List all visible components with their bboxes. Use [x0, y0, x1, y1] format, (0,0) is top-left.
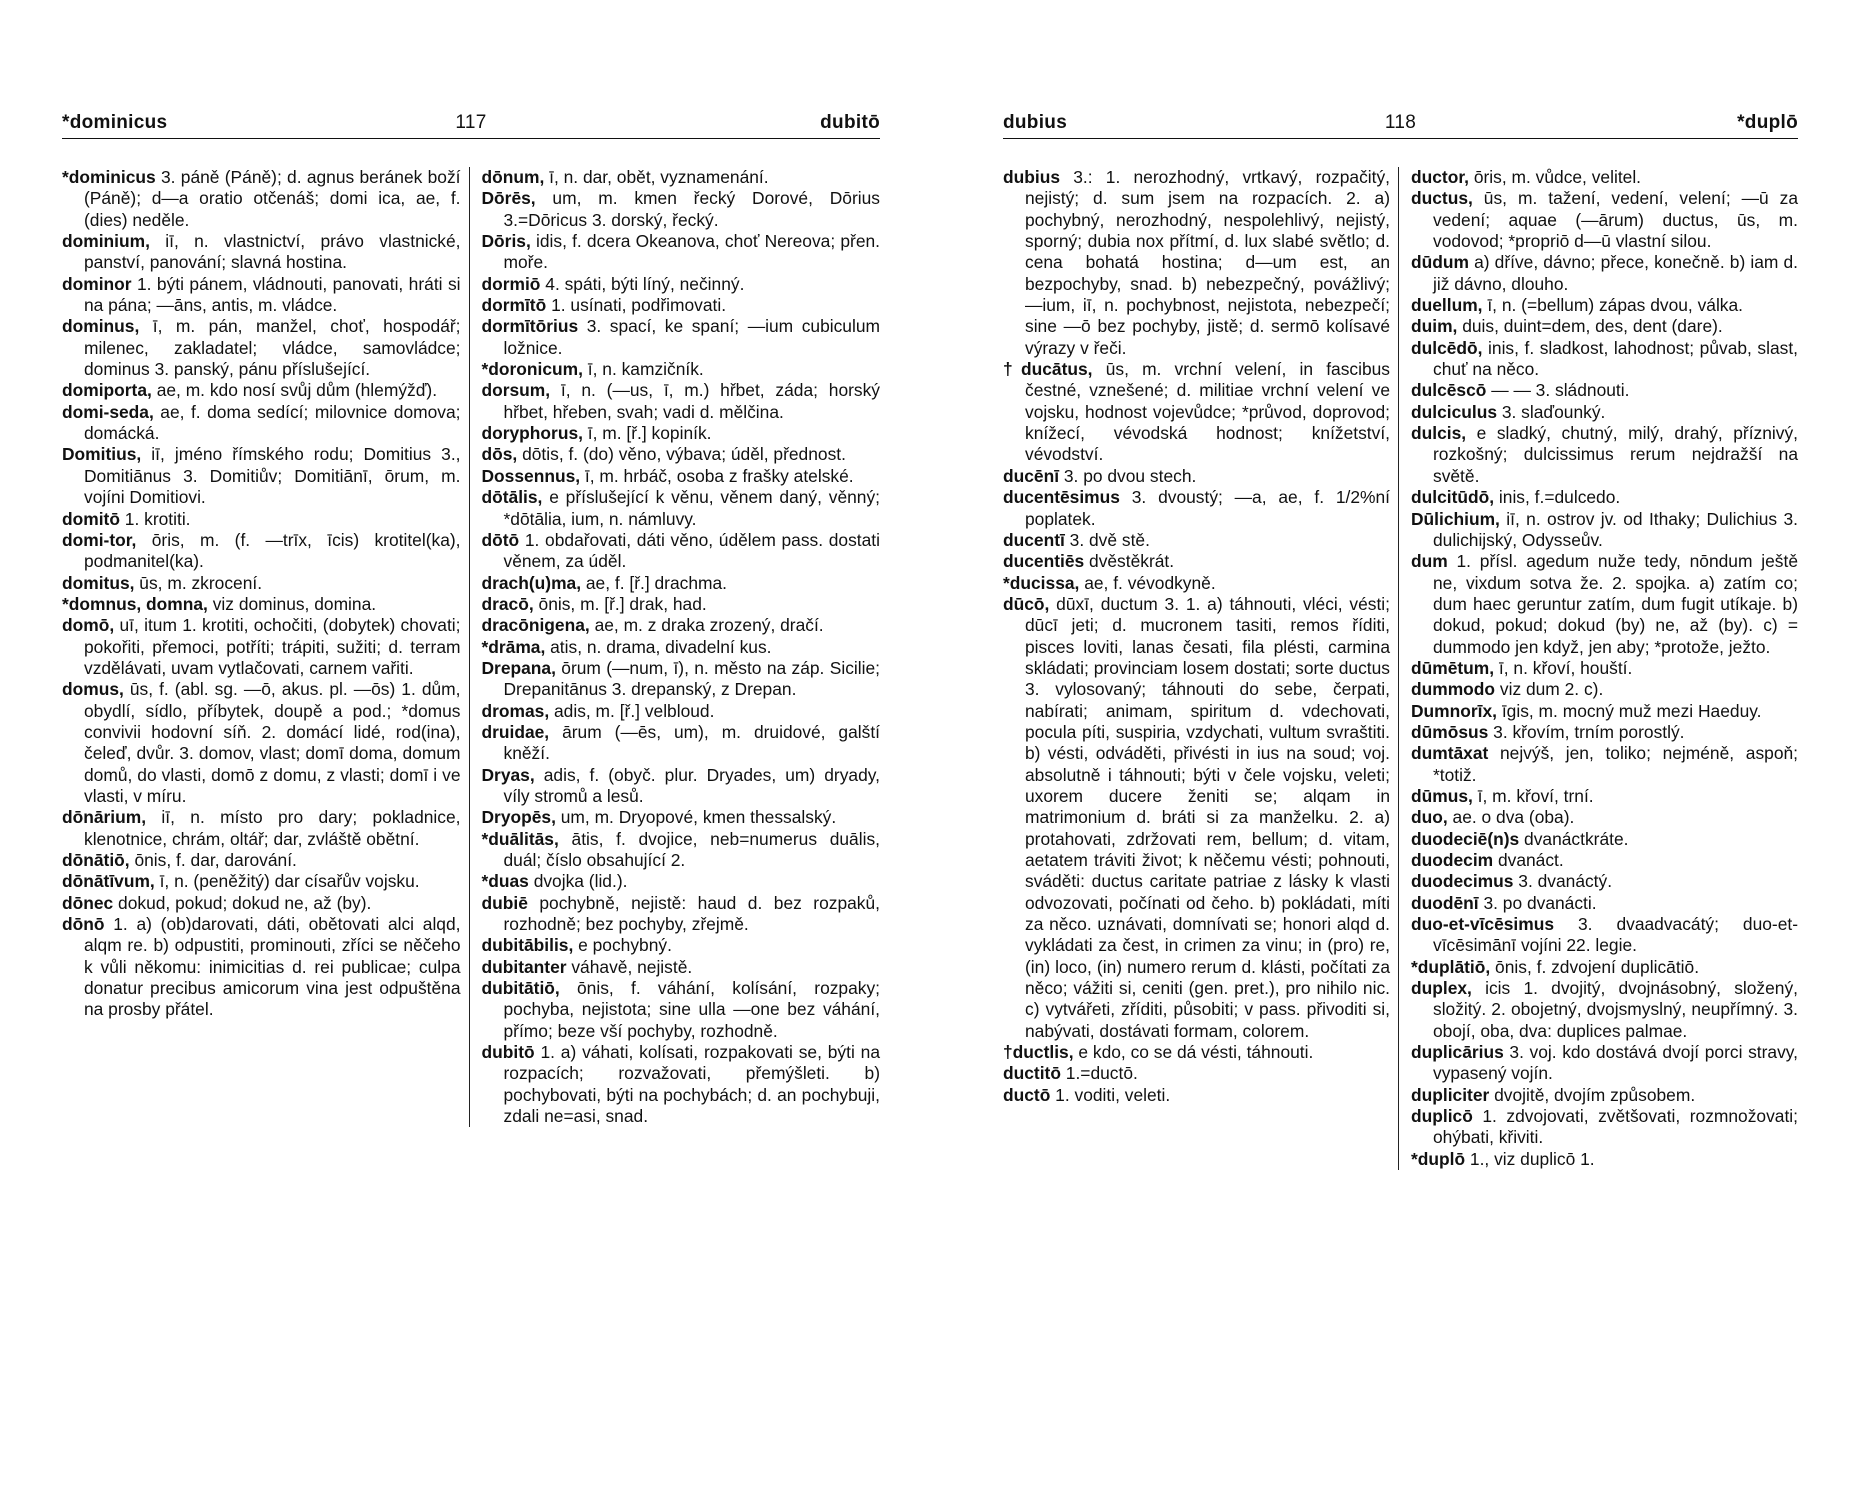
dictionary-entry [482, 701, 881, 722]
entry-headword: dulciculus [1411, 401, 1498, 422]
entry-definition: dvojitě, dvojím způsobem. [1489, 1084, 1696, 1105]
dictionary-entry [481, 721, 885, 765]
entry-definition: 3.: 1. nerozhodný, vrtkavý, rozpačitý, nejistý; d. sum jsem na rozpacích. 2. a) pochybný, nerozhodný, nespolehlivý, nejistý, sporný; dubia nox přítmí, d. lux slabé světlo; d. cena bohatá hostina; d—um est, an bezpochyby, snad. b) nebezpečný, povážlivý; —ium, iī, n. pochybnost, nejistota, nebezpečí; sine —ō bez pochyby, jistě; d. sermō kolísavé výrazy v řeči. [1025, 167, 1395, 358]
dictionary-entry [62, 615, 466, 679]
entry-definition: ī, n. křoví, houští. [1494, 657, 1633, 678]
entry-headword: *domnus, domna, [62, 593, 208, 614]
entry-definition: iī, jméno římského rodu; Domitius 3., Domitiānus 3. Domitiův; Domitiānī, ōrum, m. vojíni Domitiovi. [84, 444, 466, 508]
entry-definition: ātis, f. dvojice, neb=numerus duālis, duál; číslo obsahující 2. [503, 828, 885, 870]
entry-headword: domi-seda, [62, 401, 154, 422]
dictionary-entry [1411, 508, 1803, 552]
entry-headword: dorsum, [481, 380, 551, 401]
entry-headword: domitus, [62, 572, 135, 593]
dictionary-entry [1411, 786, 1798, 807]
entry-definition: 1. obdařovati, dáti věno, údělem pass. dostati věnem, za úděl. [503, 529, 885, 572]
dictionary-entry [1003, 593, 1395, 1042]
dictionary-entry [482, 274, 881, 295]
left-page [62, 112, 885, 1127]
entry-headword: dulcēscō [1411, 380, 1487, 401]
entry-headword: dum [1411, 551, 1448, 572]
dictionary-entry [482, 573, 881, 594]
entry-definition: 1., viz duplicō 1. [1465, 1148, 1595, 1169]
entry-headword: Dryopēs, [481, 807, 556, 828]
dictionary-entry [1411, 679, 1798, 700]
dictionary-entry [1003, 573, 1390, 594]
dictionary-entry [481, 487, 885, 530]
entry-definition: īgis, m. mocný muž mezi Haeduy. [1497, 700, 1762, 721]
entry-headword: Dumnorīx, [1411, 700, 1497, 721]
entry-headword: dōnum, [481, 167, 545, 187]
entry-definition: ūs, m. tažení, vedení, velení; —ū za vedení; aquae (—ārum) ductus, ūs, m. vodovod; *propriō d—ū vlastní silou. [1433, 188, 1803, 252]
guide-word-first: *dominicus [62, 112, 168, 133]
entry-headword: dummodo [1411, 679, 1496, 700]
entry-definition: iī, n. vlastnictví, právo vlastnické, panství, panování; slavná hostina. [84, 231, 466, 273]
entry-headword: dubius [1003, 167, 1060, 187]
dictionary-entry [1411, 743, 1803, 786]
dictionary-entry [482, 637, 881, 658]
dictionary-entry [62, 871, 461, 892]
entry-definition: e příslušející k věnu, věnem daný, věnný; *dōtālia, ium, n. námluvy. [503, 487, 885, 529]
dictionary-entry [1411, 252, 1803, 295]
columns [62, 167, 885, 1127]
entry-headword: dubitanter [481, 956, 567, 977]
entry-headword: Dōrēs, [481, 188, 536, 209]
dictionary-entry [482, 594, 881, 615]
entry-definition: um, m. Dryopové, kmen thessalský. [555, 807, 837, 828]
entry-headword: †ductlis, [1003, 1042, 1074, 1063]
entry-headword: *duplō [1411, 1148, 1466, 1169]
entry-definition: ae, m. z draka zrozený, dračí. [589, 615, 824, 636]
entry-definition: — — 3. sládnouti. [1486, 380, 1630, 401]
entry-definition: adis, m. [ř.] velbloud. [549, 700, 715, 721]
entry-headword: Dūlichium, [1411, 508, 1500, 529]
dictionary-entry [62, 273, 466, 317]
dictionary-entry [1411, 871, 1798, 892]
entry-definition: pochybně, nejistě: haud d. bez rozpaků, rozhodně; bez pochyby, zřejmě. [503, 892, 885, 935]
entry-headword: Drepana, [481, 657, 556, 678]
dictionary-entry [1411, 1085, 1798, 1106]
dictionary-entry [481, 892, 885, 936]
dictionary-entry [62, 444, 466, 508]
entry-headword: domō, [62, 615, 115, 636]
entry-headword: doryphorus, [481, 423, 583, 444]
entry-headword: ductor, [1411, 167, 1469, 187]
dictionary-entry [1411, 337, 1803, 381]
entry-headword: dormītō [481, 295, 547, 316]
entry-definition: ae, f. vévodkyně. [1079, 572, 1216, 593]
entry-definition: 3. křovím, trním porostlý. [1488, 721, 1685, 742]
page-number: 118 [1384, 112, 1417, 133]
entry-headword: dulcitūdō, [1411, 487, 1495, 508]
entry-headword: duodecim [1411, 850, 1494, 870]
entry-headword: *doronicum, [481, 359, 583, 380]
dictionary-entry [1411, 423, 1803, 487]
entry-definition: 3. dvanáctý. [1513, 871, 1613, 892]
entry-definition: 1. a) váhati, kolísati, rozpakovati se, býti na rozpacích; rozvažovati, přemýšleti. b) pochybovati, býti na pochybách; d. an pochybuji, zdali ne=asi, snad. [503, 1042, 885, 1127]
entry-definition: 1. voditi, veleti. [1050, 1084, 1171, 1105]
entry-definition: dvěstěkrát. [1084, 551, 1175, 572]
entry-definition: idis, f. dcera Okeanova, choť Nereova; přen. moře. [503, 231, 885, 273]
entry-headword: dubitātiō, [481, 978, 560, 999]
dictionary-entry [1411, 188, 1803, 252]
dictionary-entry [482, 359, 881, 380]
dictionary-entry [1411, 807, 1798, 828]
entry-definition: e sladký, chutný, milý, drahý, příznivý, rozkošný; dulcissimus rerum nejdražší na světě. [1433, 423, 1803, 486]
entry-definition: ōrum (—num, ī), n. město na záp. Sicilie; Drepanitānus 3. drepanský, z Drepan. [503, 657, 885, 700]
entry-definition: uī, itum 1. krotiti, ochočiti, (dobytek) chovati; pokořiti, přemoci, potříti; trápiti, sužiti; d. terram vzdělávati, uvam vytlačovati, carnem vařiti. [84, 615, 466, 678]
entry-definition: ī, n. (peněžitý) dar císařův vojsku. [154, 871, 420, 892]
dictionary-entry [481, 316, 885, 359]
entry-definition: 3. spací, ke spaní; —ium cubiculum ložnice. [503, 316, 885, 358]
entry-headword: Dossennus, [481, 465, 581, 486]
entry-headword: dōtō [481, 529, 520, 550]
dictionary-entry [1411, 1149, 1798, 1170]
entry-headword: dracōnigena, [481, 615, 590, 636]
entry-definition: dōtis, f. (do) věno, výbava; úděl, přednost. [517, 444, 846, 465]
entry-headword: domi-tor, [62, 529, 137, 550]
entry-headword: dromas, [481, 700, 550, 721]
column-right [469, 167, 885, 1127]
dictionary-entry [482, 423, 881, 444]
dictionary-entry [1411, 380, 1798, 401]
entry-headword: ducentī [1003, 529, 1065, 550]
entry-definition: 1. usínati, podřimovati. [546, 295, 727, 316]
dictionary-entry [481, 764, 885, 808]
entry-definition: viz dum 2. c). [1495, 679, 1604, 700]
running-head [62, 112, 880, 139]
entry-definition: adis, f. (obyč. plur. Dryades, um) dryady, víly stromů a lesů. [503, 764, 885, 806]
dictionary-entry [481, 188, 885, 231]
entry-headword: dubitō [481, 1042, 535, 1063]
entry-definition: 3. dvoustý; —a, ae, f. 1/2%ní poplatek. [1025, 487, 1395, 529]
entry-definition: ae, f. [ř.] drachma. [581, 572, 727, 593]
dictionary-entry [62, 850, 461, 871]
entry-headword: duo-et-vīcēsimus [1411, 914, 1555, 935]
entry-headword: dōnātiō, [62, 850, 130, 870]
dictionary-entry [1003, 1085, 1390, 1106]
column-right [1398, 167, 1803, 1170]
entry-headword: dormiō [481, 273, 541, 294]
entry-definition: um, m. kmen řecký Dorové, Dōrius 3.=Dōricus 3. dorský, řecký. [503, 188, 885, 230]
entry-definition: 1.=ductō. [1060, 1063, 1138, 1084]
entry-definition: iī, n. místo pro dary; pokladnice, klenotnice, chrám, oltář; dar, zvláště obětní. [84, 807, 466, 849]
entry-headword: dōtālis, [481, 487, 543, 508]
dictionary-entry [1411, 978, 1803, 1042]
dictionary-entry [1411, 658, 1798, 679]
entry-headword: duodēnī [1411, 892, 1479, 913]
entry-headword: dulcis, [1411, 423, 1467, 444]
dictionary-entry [1411, 295, 1798, 316]
entry-headword: dūdum [1411, 252, 1469, 273]
dictionary-entry [62, 401, 466, 445]
entry-definition: ī, n. kamzičník. [582, 359, 704, 380]
entry-definition: inis, f. sladkost, lahodnost; půvab, slast, chuť na něco. [1433, 337, 1803, 380]
entry-definition: ōnis, m. [ř.] drak, had. [533, 593, 707, 614]
dictionary-entry [62, 914, 466, 1021]
right-page [1003, 112, 1803, 1170]
dictionary-entry [1411, 893, 1798, 914]
entry-headword: domus, [62, 679, 124, 700]
entry-headword: dōnārium, [62, 807, 147, 828]
dictionary-entry [1411, 701, 1798, 722]
entry-headword: dūmōsus [1411, 721, 1489, 742]
dictionary-entry [482, 295, 881, 316]
dictionary-entry [1411, 487, 1798, 508]
dictionary-entry [62, 380, 461, 401]
entry-definition: ūs, m. vrchní velení, in fascibus čestné, vznešené; d. militiae vrchní velení ve vojsku, hodnost vojevůdce; *průvod, doprovod; knížecí, vévodská hodnost; knížetství, vévodství. [1025, 359, 1395, 465]
entry-definition: dūxī, ductum 3. 1. a) táhnouti, vléci, vésti; dūcī jeti; d. mucronem tasiti, remos říditi, pisces loviti, lanas česati, fila plésti, carmina skládati; provinciam losem dostati; sorte ductus 3. vylosovaný; táhnouti do sebe, čerpati, nabírati; animam, spiritum d. vdechovati, pocula píti, suspiria, vzdychati, vultum svraštiti. b) vésti, odváděti, přivésti in ius na soud; voj. absolutně i táhnouti; býti v čele vojsku, veleti; uxorem ducere ženiti se; alqam in matrimonium d. bráti si za manželku. 2. a) protahovati, zdržovati rem, bellum; d. vitam, aetatem tráviti život; k něčemu vésti; pohnouti, sváděti: ductus caritate patriae z lásky k vlasti odvozovati, počínati od čeho. b) pokládati, míti za něco. uznávati, domnívati se; honori alqd d. vykládati za čest, in crimen za vinu; in (pro) re, (in) loco, (in) numero rerum d. klásti, počítati za něco; vážiti si, ceniti (gen. pret.), pro nihilo nic. c) vytvářeti, zříditi, působiti; v pass. přivoditi si, nabývati, dostávati formam, colorem. [1025, 593, 1395, 1041]
entry-definition: 1. krotiti. [119, 508, 191, 529]
entry-definition: nejvýš, jen, toliko; nejméně, aspoň; *totiž. [1433, 743, 1803, 785]
entry-definition: dokud, pokud; dokud ne, až (by). [113, 892, 372, 913]
entry-definition: ae, m. kdo nosí svůj dům (hlemýžď). [151, 380, 438, 401]
entry-headword: dubitābilis, [481, 935, 574, 956]
guide-word-last: *duplō [1737, 112, 1798, 133]
entry-definition: dvojka (lid.). [528, 871, 628, 892]
dictionary-entry [1411, 1106, 1803, 1149]
entry-definition: ōnis, f. zdvojení duplicātiō. [1490, 956, 1700, 977]
dictionary-entry [1411, 316, 1798, 337]
entry-definition: ae, f. doma sedící; milovnice domova; domácká. [84, 401, 466, 444]
entry-headword: ductitō [1003, 1063, 1061, 1084]
dictionary-entry [482, 871, 881, 892]
dictionary-entry [1003, 530, 1390, 551]
column-left [62, 167, 469, 1127]
entry-definition: dvanáct. [1493, 850, 1564, 870]
entry-definition: ūs, f. (abl. sg. —ō, akus. pl. —ōs) 1. dům, obydlí, sídlo, příbytek, doupě a pod.; *domus convivii hodovní síň. 2. domácí lidé, rod(ina), čeleď, dvůr. 3. domov, vlast; domī doma, domum domů, do vlasti, domō z domu, z vlasti; domī i ve vlasti, v míru. [84, 679, 466, 806]
entry-definition: ōris, m. (f. —trīx, īcis) krotitel(ka), podmanitel(ka). [84, 529, 466, 572]
entry-headword: dupliciter [1411, 1084, 1490, 1105]
entry-definition: 3. voj. kdo dostává dvojí porci stravy, vypasený vojín. [1433, 1042, 1803, 1084]
dictionary-entry [62, 573, 461, 594]
entry-headword: Domitius, [62, 444, 142, 465]
entry-definition: a) dříve, dávno; přece, konečně. b) iam d. již dávno, dlouho. [1433, 252, 1803, 294]
entry-headword: dominor [62, 273, 132, 294]
entry-definition: 1. přísl. agedum nuže tedy, nōndum ještě ne, vixdum sotva že. 2. spojka. a) zatím co; dum haec geruntur zatím, dum fugit utíkaje. b) dokud, pokud; dokud (by) ne, až (by). c) = dummodo jen když, jen aby; *protože, ježto. [1433, 551, 1803, 657]
dictionary-entry [1003, 487, 1395, 530]
dictionary-entry [62, 679, 466, 807]
entry-headword: duplicārius [1411, 1042, 1504, 1063]
dictionary-entry [1003, 1042, 1390, 1063]
entry-definition: 1. zdvojovati, zvětšovati, rozmnožovati; ohýbati, křiviti. [1433, 1106, 1803, 1148]
entry-headword: dulcēdō, [1411, 337, 1483, 358]
entry-definition: atis, n. drama, divadelní kus. [545, 636, 772, 657]
dictionary-entry [482, 807, 881, 828]
dictionary-entry [1411, 1042, 1803, 1085]
entry-headword: ducēnī [1003, 465, 1060, 486]
entry-definition: 1. a) (ob)darovati, dáti, obětovati alci alqd, alqm re. b) odpustiti, prominouti, zříci se něčeho k vůli někomu: inimicitias d. rei publicae; culpa donatur precibus amicorum vina jest odpuštěna na prosby přátel. [84, 914, 466, 1020]
entry-headword: dominus, [62, 316, 140, 337]
dictionary-entry [1411, 829, 1798, 850]
entry-headword: dracō, [481, 593, 534, 614]
entry-headword: Dōris, [481, 231, 531, 252]
dictionary-entry [1003, 167, 1395, 359]
entry-headword: dōnō [62, 914, 105, 935]
entry-headword: ductō [1003, 1084, 1051, 1105]
entry-headword: ductus, [1411, 188, 1473, 209]
entry-headword: duodecimus [1411, 871, 1514, 892]
entry-definition: viz dominus, domina. [207, 593, 377, 614]
running-head [1003, 112, 1798, 139]
entry-definition: 3. po dvou stech. [1059, 465, 1197, 486]
columns [1003, 167, 1803, 1170]
entry-headword: *duas [481, 871, 529, 892]
dictionary-entry [1411, 850, 1798, 871]
entry-definition: ī, m. [ř.] kopiník. [582, 423, 712, 444]
entry-headword: dormītōrius [481, 316, 579, 337]
dictionary-entry [1003, 551, 1390, 572]
dictionary-entry [62, 231, 466, 274]
column-left [1003, 167, 1398, 1170]
page-number: 117 [455, 112, 487, 133]
entry-definition: 3. dvě stě. [1064, 529, 1150, 550]
entry-headword: dominium, [62, 231, 150, 252]
entry-definition: ī, m. pán, manžel, choť, hospodář; milenec, zakladatel; vládce, samovládce; dominus 3. panský, pánu příslušející. [84, 316, 466, 380]
entry-definition: e pochybný. [573, 935, 672, 956]
entry-headword: ducentēsimus [1003, 487, 1120, 508]
dictionary-entry [482, 935, 881, 956]
entry-headword: dūcō, [1003, 593, 1050, 614]
entry-headword: domiporta, [62, 380, 152, 401]
dictionary-entry [482, 957, 881, 978]
entry-definition: duis, duint=dem, des, dent (dare). [1457, 316, 1723, 337]
dictionary-entry [481, 529, 885, 573]
dictionary-entry [481, 828, 885, 872]
entry-headword: duo, [1411, 807, 1448, 828]
dictionary-entry [482, 466, 881, 487]
entry-headword: duellum, [1411, 295, 1483, 316]
entry-definition: ī, n. (=bellum) zápas dvou, válka. [1482, 295, 1744, 316]
dictionary-entry [481, 978, 885, 1042]
entry-headword: ducentiēs [1003, 551, 1085, 572]
entry-definition: iī, n. ostrov jv. od Ithaky; Dulichius 3. dulichijský, Odysseův. [1433, 508, 1803, 550]
dictionary-entry [1003, 359, 1395, 466]
entry-definition: ae. o dva (oba). [1447, 807, 1575, 828]
entry-definition: inis, f.=dulcedo. [1494, 487, 1621, 508]
guide-word-first: dubius [1003, 112, 1068, 133]
entry-headword: duplex, [1411, 978, 1472, 999]
dictionary-entry [1003, 1063, 1390, 1084]
entry-definition: dvanáctkráte. [1519, 828, 1629, 849]
entry-headword: *drāma, [481, 636, 546, 657]
entry-definition: 3. dvaadvacátý; duo-et-vīcēsimānī vojíni 22. legie. [1433, 914, 1798, 956]
entry-headword: dubiē [481, 892, 528, 913]
dictionary-entry [482, 444, 881, 465]
dictionary-entry [482, 615, 881, 636]
dictionary-entry [1003, 466, 1390, 487]
entry-headword: dūmētum, [1411, 657, 1495, 678]
dictionary-entry [1411, 722, 1798, 743]
entry-headword: drach(u)ma, [481, 572, 582, 593]
dictionary-entry [62, 316, 466, 380]
entry-definition: ī, m. křoví, trní. [1472, 785, 1594, 806]
entry-headword: *duālitās, [481, 828, 559, 849]
dictionary-entry [1411, 957, 1798, 978]
entry-definition: e kdo, co se dá vésti, táhnouti. [1073, 1042, 1314, 1063]
dictionary-entry [62, 529, 466, 573]
entry-definition: ī, n. (—us, ī, m.) hřbet, záda; horský hřbet, hřeben, svah; vadi d. mělčina. [503, 380, 885, 422]
entry-headword: druidae, [481, 721, 550, 742]
dictionary-entry [481, 380, 885, 423]
dictionary-entry [481, 231, 885, 274]
entry-headword: *duplātiō, [1411, 956, 1491, 977]
dictionary-entry [62, 167, 466, 231]
entry-definition: ōris, m. vůdce, velitel. [1468, 167, 1642, 187]
dictionary-entry [62, 893, 461, 914]
entry-headword: Dryas, [481, 764, 535, 785]
dictionary-entry [1411, 551, 1803, 658]
entry-definition: 4. spáti, býti líný, nečinný. [540, 273, 745, 294]
dictionary-entry [1411, 167, 1798, 188]
dictionary-entry [1411, 402, 1798, 423]
dictionary-entry [62, 807, 466, 850]
guide-word-last: dubitō [820, 112, 880, 133]
entry-headword: *ducissa, [1003, 572, 1080, 593]
entry-definition: ōnis, f. dar, darování. [129, 850, 297, 870]
entry-definition: ī, m. hrbáč, osoba z frašky atelské. [580, 465, 854, 486]
entry-headword: dōnātīvum, [62, 871, 155, 892]
entry-definition: ūs, m. zkrocení. [134, 572, 263, 593]
entry-headword: dūmus, [1411, 785, 1473, 806]
entry-headword: *dominicus [62, 167, 156, 187]
dictionary-entry [482, 167, 881, 188]
entry-headword: dumtāxat [1411, 743, 1489, 764]
entry-headword: dōnec [62, 892, 114, 913]
entry-headword: †ducātus, [1003, 359, 1093, 380]
entry-definition: ōnis, f. váhání, kolísání, rozpaky; pochyba, nejistota; sine ulla —one bez váhání, přímo; beze vší pochyby, rozhodně. [503, 978, 885, 1041]
dictionary-entry [1411, 914, 1798, 957]
entry-definition: ārum (—ēs, um), m. druidové, galští kněží. [503, 721, 885, 764]
entry-definition: 3. slaďounký. [1497, 401, 1606, 422]
dictionary-entry [62, 594, 461, 615]
entry-definition: 3. páně (Páně); d. agnus beránek boží (Páně); d—a oratio otčenáš; domi ica, ae, f. (dies) neděle. [84, 167, 466, 230]
entry-definition: 3. po dvanácti. [1478, 892, 1597, 913]
entry-definition: váhavě, nejistě. [566, 956, 693, 977]
entry-definition: icis 1. dvojitý, dvojnásobný, složený, složitý. 2. obojetný, dvojsmyslný, neupřímný. 3. obojí, oba, dva: duplices palmae. [1433, 978, 1803, 1041]
entry-headword: dōs, [481, 444, 518, 465]
entry-headword: domitō [62, 508, 120, 529]
dictionary-entry [481, 657, 885, 701]
dictionary-entry [481, 1042, 885, 1127]
entry-headword: duim, [1411, 316, 1458, 337]
entry-headword: duplicō [1411, 1106, 1473, 1127]
entry-headword: duodeciē(n)s [1411, 828, 1520, 849]
entry-definition: 1. býti pánem, vládnouti, panovati, hráti si na pána; —āns, antis, m. vládce. [84, 273, 466, 316]
dictionary-entry [62, 509, 461, 530]
entry-definition: ī, n. dar, obět, vyznamenání. [544, 167, 769, 187]
